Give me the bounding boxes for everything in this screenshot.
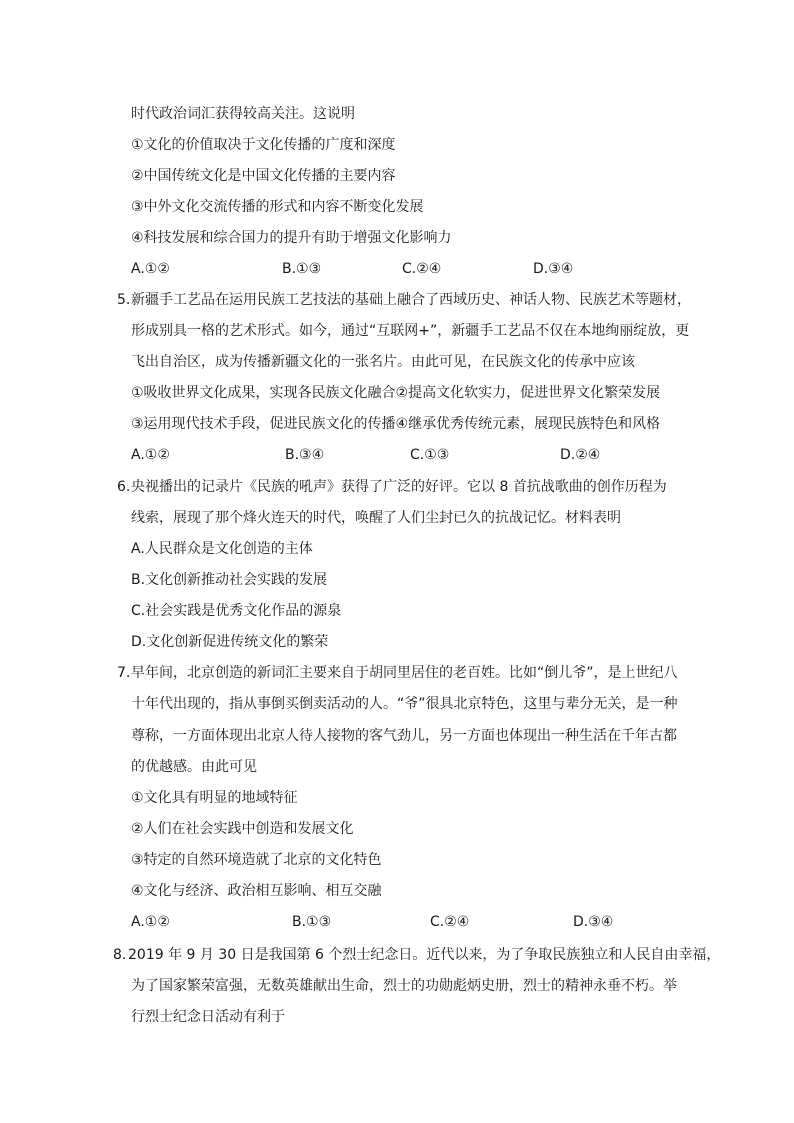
question-7-choice-c: C.②④ xyxy=(430,914,470,930)
question-8-stem-line-1: 2019 年 9 月 30 日是我国第 6 个烈士纪念日。近代以来，为了争取民族独立和人民自由幸福， xyxy=(128,947,721,963)
question-7-stem-line-4: 的优越感。由此可见 xyxy=(131,759,257,775)
question-7-statement-2: ②人们在社会实践中创造和发展文化 xyxy=(131,821,354,837)
question-7-stem-line-2: 十年代出现的，指从事倒买倒卖活动的人。“爷”很具北京特色，这里与辈分无关，是一种 xyxy=(131,696,678,712)
question-6-number: 6. xyxy=(117,479,131,495)
question-7-stem-line-1: 早年间，北京创造的新词汇主要来自于胡同里居住的老百姓。比如“倒儿爷”，是上世纪八 xyxy=(131,665,678,681)
question-5-choice-a: A.①② xyxy=(131,447,170,463)
question-5-choice-c: C.①③ xyxy=(410,447,450,463)
question-4-statement-2: ②中国传统文化是中国文化传播的主要内容 xyxy=(131,168,396,184)
question-6-stem-line-1: 央视播出的记录片《民族的吼声》获得了广泛的好评。它以 8 首抗战歌曲的创作历程为 xyxy=(131,479,667,495)
question-7-statement-4: ④文化与经济、政治相互影响、相互交融 xyxy=(131,883,382,899)
question-5-stem-line-1: 新疆手工艺品在运用民族工艺技法的基础上融合了西域历史、神话人物、民族艺术等题材， xyxy=(131,292,691,308)
question-7-statement-3: ③特定的自然环境造就了北京的文化特色 xyxy=(131,852,382,868)
question-6-option-d: D.文化创新促进传统文化的繁荣 xyxy=(131,634,329,650)
question-8-stem-line-3: 行烈士纪念日活动有利于 xyxy=(131,1009,285,1025)
question-6-stem-line-2: 线索，展现了那个烽火连天的时代，唤醒了人们尘封已久的抗战记忆。材料表明 xyxy=(131,510,621,526)
question-8-stem-line-2: 为了国家繁荣富强，无数英雄献出生命，烈士的功勋彪炳史册，烈士的精神永垂不朽。举 xyxy=(131,978,677,994)
question-7-statement-1: ①文化具有明显的地域特征 xyxy=(131,790,298,806)
question-5-statements-3-4: ③运用现代技术手段，促进民族文化的传播④继承优秀传统元素，展现民族特色和风格 xyxy=(131,416,661,432)
question-6-option-c: C.社会实践是优秀文化作品的源泉 xyxy=(131,603,342,619)
question-4-choice-a: A.①② xyxy=(131,261,170,277)
question-7-choice-a: A.①② xyxy=(131,914,170,930)
question-5-number: 5. xyxy=(117,292,131,308)
question-4-continuation: 时代政治词汇获得较高关注。这说明 xyxy=(131,106,355,122)
question-6-option-a: A.人民群众是文化创造的主体 xyxy=(131,541,313,557)
question-4-statement-3: ③中外文化交流传播的形式和内容不断变化发展 xyxy=(131,199,424,215)
question-4-choice-b: B.①③ xyxy=(282,261,322,277)
question-6-option-b: B.文化创新推动社会实践的发展 xyxy=(131,572,328,588)
question-7-choice-b: B.①③ xyxy=(292,914,332,930)
question-8-number: 8. xyxy=(113,947,127,963)
question-4-statement-1: ①文化的价值取决于文化传播的广度和深度 xyxy=(131,137,396,153)
question-4-choice-d: D.③④ xyxy=(533,261,574,277)
question-4-choice-c: C.②④ xyxy=(402,261,442,277)
question-7-number: 7. xyxy=(117,665,131,681)
question-7-choice-d: D.③④ xyxy=(573,914,614,930)
question-4-statement-4: ④科技发展和综合国力的提升有助于增强文化影响力 xyxy=(131,230,452,246)
question-5-statements-1-2: ①吸收世界文化成果，实现各民族文化融合②提高文化软实力，促进世界文化繁荣发展 xyxy=(131,385,661,401)
question-5-stem-line-2: 形成别具一格的艺术形式。如今，通过“互联网+”，新疆手工艺品不仅在本地绚丽绽放，更 xyxy=(131,323,690,339)
question-5-choice-b: B.③④ xyxy=(285,447,325,463)
question-5-stem-line-3: 飞出自治区，成为传播新疆文化的一张名片。由此可见，在民族文化的传承中应该 xyxy=(131,354,635,370)
question-5-choice-d: D.②④ xyxy=(560,447,601,463)
question-7-stem-line-3: 尊称，一方面体现出北京人待人接物的客气劲儿，另一方面也体现出一种生活在千年古都 xyxy=(131,728,677,744)
